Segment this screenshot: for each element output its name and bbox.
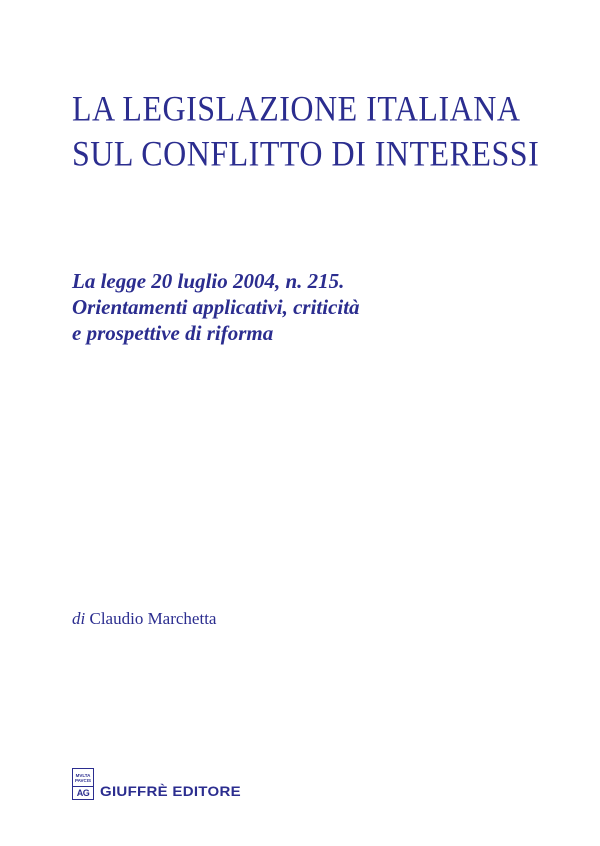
book-title-line-2: SUL CONFLITTO DI INTERESSI	[72, 133, 540, 174]
author-prefix: di	[72, 609, 86, 628]
book-title	[72, 86, 539, 176]
publisher-logo-initials: AG	[76, 788, 90, 798]
publisher-block	[72, 766, 241, 800]
author-line	[72, 608, 216, 630]
author-name: Claudio Marchetta	[89, 609, 217, 628]
book-subtitle-line-3: e prospettive di riforma	[72, 321, 274, 345]
publisher-logo-motto	[73, 769, 93, 787]
publisher-name: GIUFFRÈ EDITORE	[100, 783, 241, 800]
book-subtitle-line-2: Orientamenti applicativi, criticità	[72, 295, 360, 319]
publisher-logo-icon	[72, 768, 94, 800]
book-title-line-1: LA LEGISLAZIONE ITALIANA	[72, 88, 521, 129]
publisher-logo-motto-line-2: PAVCIS	[74, 777, 92, 783]
book-subtitle	[72, 268, 360, 346]
book-subtitle-line-1: La legge 20 luglio 2004, n. 215.	[72, 269, 345, 293]
publisher-logo-motto-line-1: MVLTA	[75, 772, 91, 778]
